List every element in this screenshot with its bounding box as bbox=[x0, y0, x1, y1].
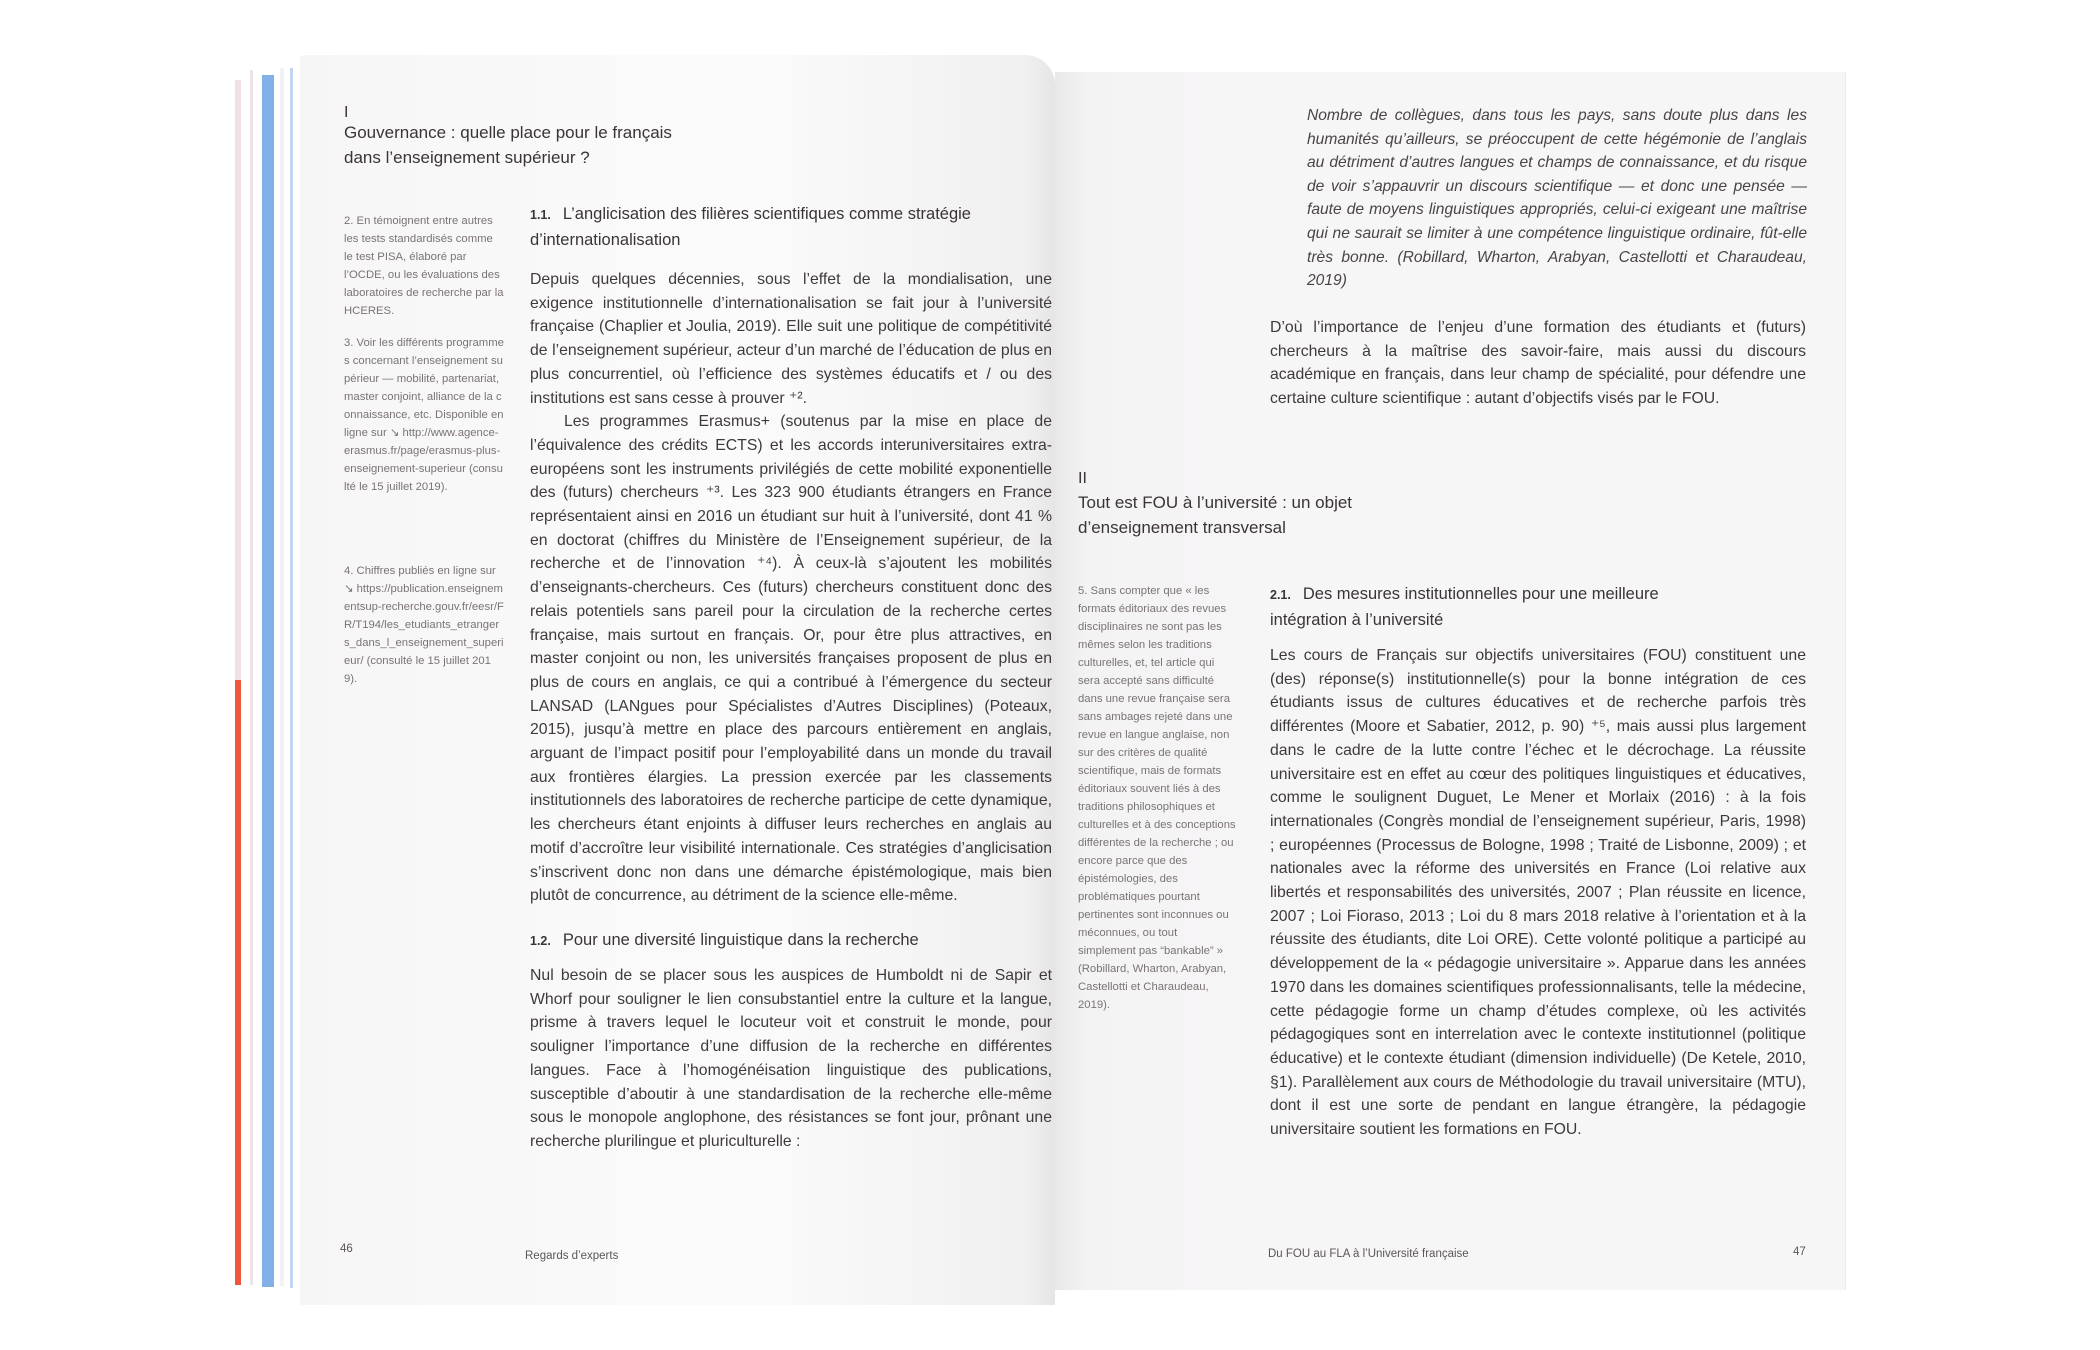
section-2-1-body bbox=[1270, 644, 1806, 1142]
page-number-left: 46 bbox=[340, 1243, 353, 1255]
section-2-1-heading bbox=[1270, 582, 1810, 633]
section-title-line: intégration à l’université bbox=[1270, 611, 1444, 629]
section-number: 1.2. bbox=[530, 934, 551, 948]
page-edge-stripe bbox=[290, 68, 293, 1288]
part-title bbox=[344, 120, 824, 170]
section-number: 2.1. bbox=[1270, 588, 1291, 602]
part-title-line: dans l’enseignement supérieur ? bbox=[344, 148, 590, 167]
page-edge-stripe-red bbox=[235, 680, 241, 1285]
page-edge-stripe-blue bbox=[262, 75, 274, 1287]
running-title-right: Du FOU au FLA à l’Université française bbox=[1268, 1248, 1469, 1260]
section-1-2-heading bbox=[530, 928, 1052, 954]
part-title-line: Gouvernance : quelle place pour le français bbox=[344, 123, 672, 142]
paragraph: D’où l’importance de l’enjeu d’une formation des étudiants et (futurs) chercheurs à la maîtrise des savoir-faire, mais aussi du discours académique en français, dans leur champ de spécialité, pour défendre une certaine culture scientifique : autant d’objectifs visés par le FOU. bbox=[1270, 319, 1806, 408]
part-title-line: d’enseignement transversal bbox=[1078, 518, 1286, 537]
part-number: I bbox=[344, 104, 349, 121]
footnote-3: 3. Voir les différents programmes concernant l’enseignement supérieur — mobilité, partenariat, master conjoint, alliance de la connaissance, etc. Disponible en ligne sur ↘ http://www.agence-erasmus.fr/page/erasmus-plus-enseignement-superieur (consulté le 15 juillet 2019). bbox=[344, 337, 504, 493]
part-number: II bbox=[1078, 470, 1087, 487]
section-1-2-body bbox=[530, 964, 1052, 1154]
section-title: Pour une diversité linguistique dans la recherche bbox=[562, 931, 919, 949]
running-title-left: Regards d’experts bbox=[525, 1250, 619, 1262]
paragraph: Les programmes Erasmus+ (soutenus par la mise en place de l’équivalence des crédits ECTS) et les accords interuniversitaires extra-européens sont les instruments privilégiés de cette mobilité exponentielle des (futurs) chercheurs ⁺³. Les 323 900 étudiants étrangers en France représentaient ainsi en 2016 un étudiant sur huit à l’université, dont 41 % en doctorat (chiffres du Ministère de l’Enseignement supérieur, de la recherche et de l’innovation ⁺⁴). À ceux-là s’ajoutent les mobilités d’enseignants-chercheurs. Ces (futurs) chercheurs constituent donc des relais potentiels sans pareil pour la circulation de la recherche certes française, mais surtout en français. Or, pour être plus attractives, en master conjoint ou non, les universités françaises proposent de plus en plus de cours en anglais, ce qui a contribué à l’émergence du secteur LANSAD (LANgues pour Spécialistes d’Autres Disciplines) (Poteaux, 2015), jusqu’à mettre en place des parcours entièrement en anglais, arguant de l’impact positif pour l’employabilité dans un monde du travail aux frontières élargies. La pression exercée par les classements institutionnels des laboratoires de recherche participe de cette dynamique, les chercheurs étant enjoints à diffuser leurs recherches en anglais au motif d’accroître leur visibilité internationale. Ces stratégies d’anglicisation s’inscrivent donc non dans une démarche épistémologique, mais bien plutôt de concurrence, au détriment de la science elle-même. bbox=[530, 413, 1052, 905]
section-number: 1.1. bbox=[530, 208, 551, 222]
section-title: Des mesures institutionnelles pour une meilleure bbox=[1302, 585, 1659, 603]
page-edge-stripe bbox=[250, 70, 253, 1285]
paragraph: Les cours de Français sur objectifs universitaires (FOU) constituent une (des) réponse(s) institutionnelle(s) pour la bonne intégration de ces étudiants issus de cultures éducatives et de recherche parfois très différentes (Moore et Sabatier, 2012, p. 90) ⁺⁵, mais aussi plus largement dans le cadre de la lutte contre l’échec et le décrochage. La réussite universitaire est en effet au cœur des politiques linguistiques et éducatives, comme le soulignent Duguet, Le Mener et Morlaix (2016) : à la fois internationales (Congrès mondial de l’enseignement supérieur, Paris, 1998) ; européennes (Processus de Bologne, 1998 ; Traité de Lisbonne, 2009) ; et nationales avec la réforme des universités en France (Loi relative aux libertés et responsabilités des universités, 2007 ; Plan réussite en licence, 2007 ; Loi Fioraso, 2013 ; Loi du 8 mars 2018 relative à l’orientation et à la réussite des étudiants, dite Loi ORE). Cette volonté politique a participé au développement de la « pédagogie universitaire ». Apparue dans les années 1970 dans les domaines scientifiques professionnalisants, telle la médecine, cette pédagogie forme un champ d’études complexe, où les activités pédagogiques sont en interrelation avec le contexte institutionnel (politique éducative) et le contexte étudiant (dimension individuelle) (De Ketele, 2010, §1). Parallèlement aux cours de Méthodologie du travail universitaire (MTU), dont il est une sorte de pendant en langue étrangère, la pédagogie universitaire soutient les formations en FOU. bbox=[1270, 647, 1806, 1139]
footnote-5: 5. Sans compter que « les formats éditoriaux des revues disciplinaires ne sont pas les mêmes selon les traditions culturelles, et, tel article qui sera accepté sans difficulté dans une revue française sera sans ambages rejeté dans une revue en langue anglaise, non sur des critères de qualité scientifique, mais de formats éditoriaux souvent liés à des traditions philosophiques et culturelles et à des conceptions différentes de la recherche ; ou encore parce que des épistémologies, des problématiques pourtant pertinentes sont inconnues ou méconnues, ou tout simplement pas “bankable” » (Robillard, Wharton, Arabyan, Castellotti et Charaudeau, 2019). bbox=[1078, 585, 1236, 1011]
section-1-1-heading bbox=[530, 202, 1030, 253]
footnote-4: 4. Chiffres publiés en ligne sur ↘ https://publication.enseignementsup-recherche.gouv.fr/eesr/FR/T194/les_etudiants_etrangers_dans_l_enseignement_superieur/ (consulté le 15 juillet 2019). bbox=[344, 565, 504, 685]
block-quote: Nombre de collègues, dans tous les pays, sans doute plus dans les humanités qu’ailleurs, se préoccupent de cette hégémonie de l’anglais au détriment d’autres langues et champs de connaissance, et du risque de voir s’appauvrir un discours scientifique — et donc une pensée — faute de moyens linguistiques appropriés, celui-ci exigeant une maîtrise qui ne saurait se limiter à une compétence linguistique ordinaire, fût-elle très bonne. (Robillard, Wharton, Arabyan, Castellotti et Charaudeau, 2019) bbox=[1307, 107, 1807, 290]
section-1-1-body bbox=[530, 268, 1052, 908]
footnote-2: 2. En témoignent entre autres les tests standardisés comme le test PISA, élaboré par l’OCDE, ou les évaluations des laboratoires de recherche par la HCERES. bbox=[344, 215, 504, 317]
part-title bbox=[1078, 490, 1478, 540]
page-number-right: 47 bbox=[1793, 1246, 1806, 1258]
section-title: L’anglicisation des filières scientifiques comme stratégie d’internationalisation bbox=[530, 205, 971, 249]
paragraph: Depuis quelques décennies, sous l’effet de la mondialisation, une exigence institutionnelle d’internationalisation se fait jour à l’université française (Chaplier et Joulia, 2019). Elle suit une politique de compétitivité de l’enseignement supérieur, acteur d’un marché de l’éducation de plus en plus concurrentiel, où l’efficience des systèmes éducatifs et / ou des institutions est sans cesse à prouver ⁺². bbox=[530, 271, 1052, 407]
paragraph: Nul besoin de se placer sous les auspices de Humboldt ni de Sapir et Whorf pour souligner le lien consubstantiel entre la culture et la langue, prisme à travers lequel le locuteur voit et construit le monde, pour souligner l’importance d’une diffusion de la recherche en différentes langues. Face à l’homogénéisation linguistique des publications, susceptible d’aboutir à une standardisation de la recherche elle-même sous le monopole anglophone, des résistances se font jour, prônant une recherche plurilingue et pluriculturelle : bbox=[530, 967, 1052, 1150]
page-edge-stripe bbox=[280, 68, 284, 1286]
intro-paragraph bbox=[1270, 316, 1806, 411]
part-title-line: Tout est FOU à l’université : un objet bbox=[1078, 493, 1353, 512]
